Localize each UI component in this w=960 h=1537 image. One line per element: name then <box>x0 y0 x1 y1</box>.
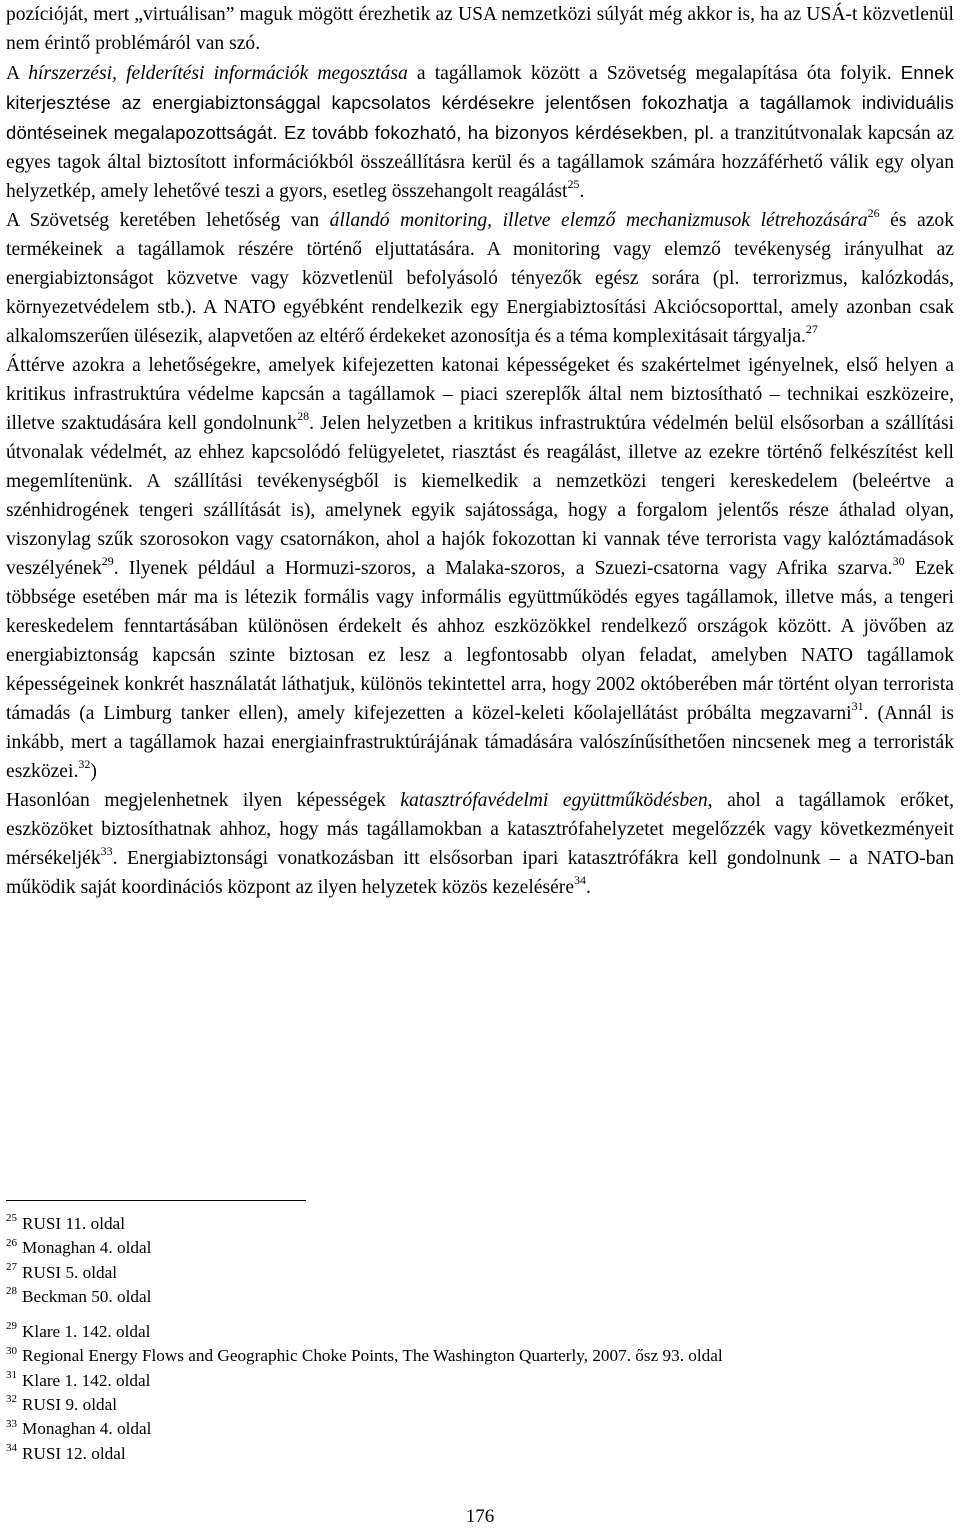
paragraph <box>6 786 954 902</box>
text-run: . <box>579 181 585 202</box>
footnotes <box>6 1212 954 1466</box>
text-run: A <box>6 63 29 84</box>
footnote-text: Beckman 50. oldal <box>22 1286 152 1306</box>
footnote <box>6 1285 954 1309</box>
footnote-number: 32 <box>6 1393 17 1406</box>
paragraph <box>6 351 954 786</box>
footnote <box>6 1442 954 1466</box>
text-run: pozícióját, mert „virtuálisan” maguk mögött érezhetik az USA nemzetközi súlyát még akkor is, ha az USÁ-t közvetlenül nem érintő problémáról van szó. <box>6 4 954 54</box>
footnote <box>6 1344 954 1368</box>
footnote-number: 33 <box>6 1417 17 1430</box>
footnote <box>6 1369 954 1393</box>
paragraph <box>6 206 954 351</box>
text-run: . (Annál is inkább, mert a tagállamok hazai energiainfrastruktúrájának támadására valószínűsíthetően nincsenek meg a terroristák eszközei. <box>6 703 954 782</box>
italic-text: katasztrófavédelmi együttműködésben <box>400 790 708 811</box>
sans-text-run: Ennek kiterjesztése az energiabiztonsággal kapcsolatos kérdésekre jelentősen fokozhatja a tagállamok individuális döntéseinek megalapozottságát. Ez tovább fokozható, ha bizonyos kérdésekben, pl. <box>6 62 955 143</box>
page-number: 176 <box>465 1506 495 1527</box>
footnote-ref[interactable]: 29 <box>101 554 114 569</box>
footnote <box>6 1417 954 1441</box>
text-run: A Szövetség keretében lehetőség van <box>6 210 330 231</box>
text-run: a tranzitútvonalak kapcsán az egyes tagok által biztosított információkból összeállításra kerül és a tagállamok számára hozzáférhető válik egy olyan helyzetkép, amely lehetővé teszi a gyors, esetleg összehangolt reagálást <box>6 123 954 202</box>
footnote-number: 28 <box>6 1285 17 1298</box>
footnote-number: 26 <box>6 1236 17 1249</box>
footnote-text: RUSI 9. oldal <box>22 1395 118 1415</box>
footnote <box>6 1261 954 1285</box>
footnote-text: RUSI 11. oldal <box>22 1214 125 1233</box>
footnote <box>6 1236 954 1260</box>
footnote-number: 27 <box>6 1260 17 1273</box>
text-run: . Jelen helyzetben a kritikus infrastruktúra védelmén belül elsősorban a szállítási útvonalak védelmét, az ehhez kapcsolódó felügyeletet, riasztást és reagálást, illetve az ezekre történő felkészítést kell megemlítenünk. A szállítási tevékenységből is kiemelkedik a nemzetközi tengeri kereskedelem (beleértve a szénhidrogének tengeri szállítását is), amelynek egyik sajátossága, hogy a forgalom jelentős része áthalad olyan, viszonylag szűk szorosokon vagy csatornákon, ahol a hajók fokozottan ki vannak téve terrorista vagy kalóztámadások veszélyének <box>6 413 955 579</box>
footnote <box>6 1393 954 1417</box>
footnote-text: Monaghan 4. oldal <box>22 1238 152 1258</box>
footnote-ref[interactable]: 33 <box>100 844 113 859</box>
text-run: ) <box>90 761 97 782</box>
footnote-ref[interactable]: 28 <box>297 409 310 424</box>
text-run: , ahol a tagállamok erőket, eszközöket biztosíthatnak ahhoz, hogy más tagállamokban a katasztrófahelyzetet megelőzzék vagy következményeit mérsékeljék <box>6 790 954 869</box>
italic-text: hírszerzési, felderítési információk megosztása <box>28 63 408 84</box>
footnote-ref[interactable]: 30 <box>892 554 905 569</box>
text-run: Ezek többsége esetében már ma is létezik formális vagy informális együttműködés egyes tagállamok, illetve más, a tengeri kereskedelem fenntartásában különösen érdekelt és ahhoz eszközökkel rendelkező országok között. A jövőben az energiabiztonság kapcsán szinte biztosan ez lesz a legfontosabb olyan feladat, amelyben NATO tagállamok képességeinek konkrét használatát láthatjuk, különös tekintettel arra, hogy 2002 októberében már történt olyan terrorista támadás (a Limburg tanker ellen), amely kifejezetten a közel-keleti kőolajellátást próbálta megzavarni <box>6 558 954 724</box>
footnote-number: 29 <box>6 1320 17 1333</box>
footnote-separator <box>6 1200 306 1201</box>
text-run: Hasonlóan megjelenhetnek ilyen képességek <box>6 790 401 811</box>
footnote <box>6 1212 954 1236</box>
footnote <box>6 1320 954 1344</box>
footnote-ref[interactable]: 26 <box>867 206 880 221</box>
text-run: . Ilyenek például a Hormuzi-szoros, a Malaka-szoros, a Szuezi-csatorna vagy Afrika szarva. <box>113 558 893 579</box>
footnote-text: Monaghan 4. oldal <box>22 1419 152 1439</box>
footnote-ref[interactable]: 31 <box>851 699 864 714</box>
text-run: . <box>586 877 591 898</box>
text-run: a tagállamok között a Szövetség megalapítása óta folyik. <box>407 63 901 84</box>
footnote-ref[interactable]: 32 <box>78 757 91 772</box>
footnote-number: 25 <box>6 1212 17 1225</box>
footnote-ref[interactable]: 27 <box>805 322 818 337</box>
footnote-text: Klare 1. 142. oldal <box>22 1370 151 1390</box>
footnote-number: 31 <box>6 1369 17 1382</box>
footnote-ref[interactable]: 34 <box>574 873 587 888</box>
footnote-number: 34 <box>6 1441 17 1454</box>
paragraph <box>6 58 954 206</box>
paragraph <box>6 0 954 58</box>
body-text <box>6 0 954 902</box>
text-run: Áttérve azokra a lehetőségekre, amelyek kifejezetten katonai képességeket és szakértelmet igényelnek, első helyen a kritikus infrastruktúra védelme kapcsán a tagállamok – piaci szereplők által nem biztosítható – technikai eszközeire, illetve szaktudására kell gondolnunk <box>6 355 954 434</box>
footnote-text: RUSI 5. oldal <box>22 1262 118 1282</box>
text-run: . Energiabiztonsági vonatkozásban itt elsősorban ipari katasztrófákra kell gondolnunk – a NATO-ban működik saját koordinációs központ az ilyen helyzetek közös kezelésére <box>6 848 954 898</box>
footnote-text: Regional Energy Flows and Geographic Choke Points, The Washington Quarterly, 2007. ősz 93. oldal <box>22 1346 723 1366</box>
text-run: és azok termékeinek a tagállamok részére történő eljuttatására. A monitoring vagy elemző tevékenység irányulhat az energiabiztonságot közvetve vagy közvetlenül befolyásoló tényezők egész sorára (pl. terrorizmus, kalózkodás, környezetvédelem stb.). A NATO egyébként rendelkezik egy Energiabiztosítási Akciócsoporttal, amely azonban csak alkalomszerűen ülésezik, alapvetően az eltérő érdekeket azonosítja és a téma komplexitásait tárgyalja. <box>6 210 955 347</box>
footnote-text: Klare 1. 142. oldal <box>22 1322 151 1342</box>
italic-text: állandó monitoring, illetve elemző mechanizmusok létrehozására <box>329 210 868 231</box>
footnote-ref[interactable]: 25 <box>567 177 580 192</box>
footnote-number: 30 <box>6 1344 17 1357</box>
footnote-text: RUSI 12. oldal <box>22 1443 126 1463</box>
